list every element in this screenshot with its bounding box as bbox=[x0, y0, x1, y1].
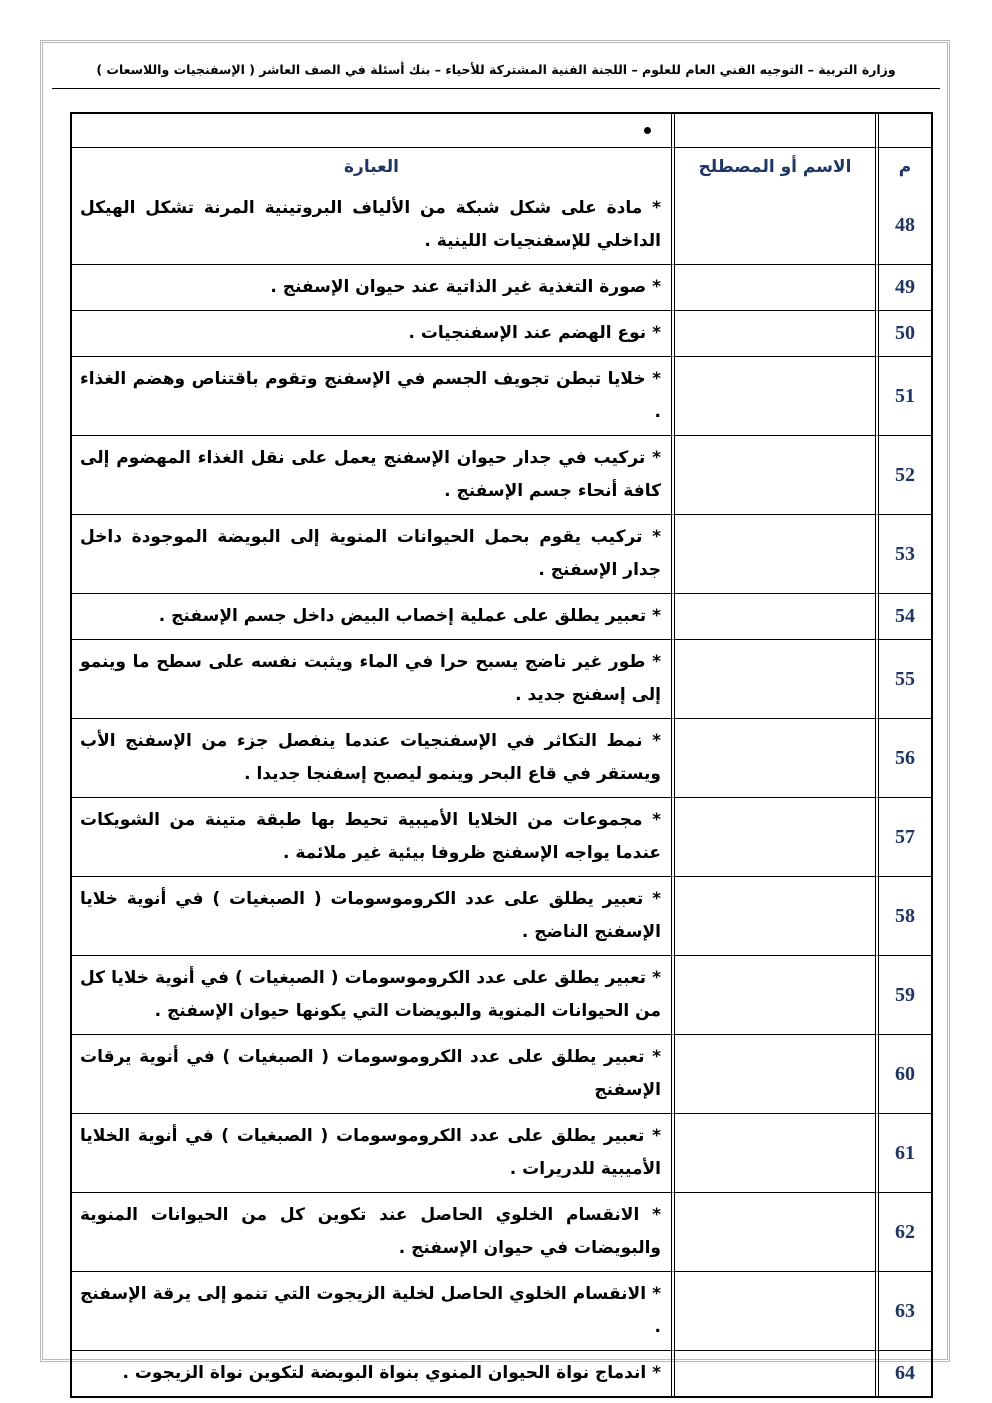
statement-cell: * مادة على شكل شبكة من الألياف البروتينية المرنة تشكل الهيكل الداخلي للإسفنجيات اللينية . bbox=[72, 186, 671, 265]
table-row bbox=[72, 594, 931, 640]
row-number: 52 bbox=[875, 436, 931, 515]
table-row bbox=[72, 436, 931, 515]
row-number: 57 bbox=[875, 798, 931, 877]
table-row bbox=[72, 1351, 931, 1396]
table-row bbox=[72, 186, 931, 265]
table-row bbox=[72, 956, 931, 1035]
term-answer-cell[interactable] bbox=[671, 1035, 875, 1114]
term-answer-cell[interactable] bbox=[671, 357, 875, 436]
term-answer-cell[interactable] bbox=[671, 265, 875, 311]
table-row bbox=[72, 798, 931, 877]
row-number: 59 bbox=[875, 956, 931, 1035]
statement-cell: * خلايا تبطن تجويف الجسم في الإسفنج وتقوم باقتناص وهضم الغذاء . bbox=[72, 357, 671, 436]
page-header-title: وزارة التربية – التوجيه الفني العام للعلوم – اللجنة الفنية المشتركة للأحياء – بنك أسئلة في الصف العاشر ( الإسفنجيات واللاسعات ) bbox=[96, 62, 896, 77]
term-answer-cell[interactable] bbox=[671, 640, 875, 719]
term-answer-cell[interactable] bbox=[671, 1193, 875, 1272]
row-number: 63 bbox=[875, 1272, 931, 1351]
table-row bbox=[72, 640, 931, 719]
row-number: 50 bbox=[875, 311, 931, 357]
table-row bbox=[72, 515, 931, 594]
term-answer-cell[interactable] bbox=[671, 956, 875, 1035]
statement-cell: * الانقسام الخلوي الحاصل عند تكوين كل من الحيوانات المنوية والبويضات في حيوان الإسفنج . bbox=[72, 1193, 671, 1272]
row-number: 51 bbox=[875, 357, 931, 436]
empty-number-cell bbox=[875, 114, 931, 148]
row-number: 49 bbox=[875, 265, 931, 311]
statement-cell: * الانقسام الخلوي الحاصل لخلية الزيجوت التي تنمو إلى يرقة الإسفنج . bbox=[72, 1272, 671, 1351]
term-answer-cell[interactable] bbox=[671, 719, 875, 798]
header-divider bbox=[52, 88, 940, 89]
column-header-number: م bbox=[875, 148, 931, 186]
term-answer-cell[interactable] bbox=[671, 311, 875, 357]
statement-cell: * نوع الهضم عند الإسفنجيات . bbox=[72, 311, 671, 357]
table-row bbox=[72, 719, 931, 798]
row-number: 64 bbox=[875, 1351, 931, 1396]
statement-cell: * اندماج نواة الحيوان المنوي بنواة البويضة لتكوين نواة الزيجوت . bbox=[122, 1363, 661, 1383]
term-answer-cell[interactable] bbox=[671, 1351, 875, 1396]
statement-cell: * تعبير يطلق على عدد الكروموسومات ( الصبغيات ) في أنوية يرقات الإسفنج bbox=[72, 1035, 671, 1114]
empty-statement-cell bbox=[72, 114, 671, 148]
statement-cell: * تركيب في جدار حيوان الإسفنج يعمل على نقل الغذاء المهضوم إلى كافة أنحاء جسم الإسفنج . bbox=[72, 436, 671, 515]
table-top-empty-row bbox=[72, 114, 931, 148]
row-number: 56 bbox=[875, 719, 931, 798]
statement-cell: * تعبير يطلق على عملية إخصاب البيض داخل جسم الإسفنج . bbox=[72, 594, 671, 640]
column-header-term: الاسم أو المصطلح bbox=[671, 148, 875, 186]
statement-cell: * تعبير يطلق على عدد الكروموسومات ( الصبغيات ) في أنوية خلايا الإسفنج الناضج . bbox=[72, 877, 671, 956]
row-number: 60 bbox=[875, 1035, 931, 1114]
row-number: 48 bbox=[875, 186, 931, 265]
row-number: 54 bbox=[875, 594, 931, 640]
statement-cell: * تعبير يطلق على عدد الكروموسومات ( الصبغيات ) في أنوية الخلايا الأميبية للدريرات . bbox=[72, 1114, 671, 1193]
table-row bbox=[72, 1193, 931, 1272]
term-answer-cell[interactable] bbox=[671, 436, 875, 515]
table-row bbox=[72, 1272, 931, 1351]
statement-cell: * تركيب يقوم بحمل الحيوانات المنوية إلى البويضة الموجودة داخل جدار الإسفنج . bbox=[72, 515, 671, 594]
term-answer-cell[interactable] bbox=[671, 798, 875, 877]
table-row bbox=[72, 265, 931, 311]
term-answer-cell[interactable] bbox=[671, 1272, 875, 1351]
row-number: 58 bbox=[875, 877, 931, 956]
empty-term-cell bbox=[671, 114, 875, 148]
questions-table bbox=[70, 112, 933, 1398]
table-header-row bbox=[72, 148, 931, 186]
statement-cell: * تعبير يطلق على عدد الكروموسومات ( الصبغيات ) في أنوية خلايا كل من الحيوانات المنوية والبويضات التي يكونها حيوان الإسفنج . bbox=[72, 956, 671, 1035]
column-header-statement: العبارة bbox=[344, 157, 399, 177]
table-row bbox=[72, 357, 931, 436]
statement-cell: * مجموعات من الخلايا الأميبية تحيط بها طبقة متينة من الشويكات عندما يواجه الإسفنج ظروفا بيئية غير ملائمة . bbox=[72, 798, 671, 877]
term-answer-cell[interactable] bbox=[671, 594, 875, 640]
statement-cell: * طور غير ناضج يسبح حرا في الماء ويثبت نفسه على سطح ما وينمو إلى إسفنج جديد . bbox=[72, 640, 671, 719]
row-number: 53 bbox=[875, 515, 931, 594]
term-answer-cell[interactable] bbox=[671, 515, 875, 594]
bullet-icon bbox=[644, 127, 651, 134]
table-rows bbox=[72, 186, 931, 1396]
term-answer-cell[interactable] bbox=[671, 877, 875, 956]
row-number: 55 bbox=[875, 640, 931, 719]
row-number: 61 bbox=[875, 1114, 931, 1193]
row-number: 62 bbox=[875, 1193, 931, 1272]
statement-cell: * نمط التكاثر في الإسفنجيات عندما ينفصل جزء من الإسفنج الأب ويستقر في قاع البحر وينمو ليصبح إسفنجا جديدا . bbox=[72, 719, 671, 798]
table-row bbox=[72, 311, 931, 357]
statement-cell: * صورة التغذية غير الذاتية عند حيوان الإسفنج . bbox=[72, 265, 671, 311]
term-answer-cell[interactable] bbox=[671, 186, 875, 265]
table-row bbox=[72, 877, 931, 956]
table-row bbox=[72, 1035, 931, 1114]
table-row bbox=[72, 1114, 931, 1193]
term-answer-cell[interactable] bbox=[671, 1114, 875, 1193]
